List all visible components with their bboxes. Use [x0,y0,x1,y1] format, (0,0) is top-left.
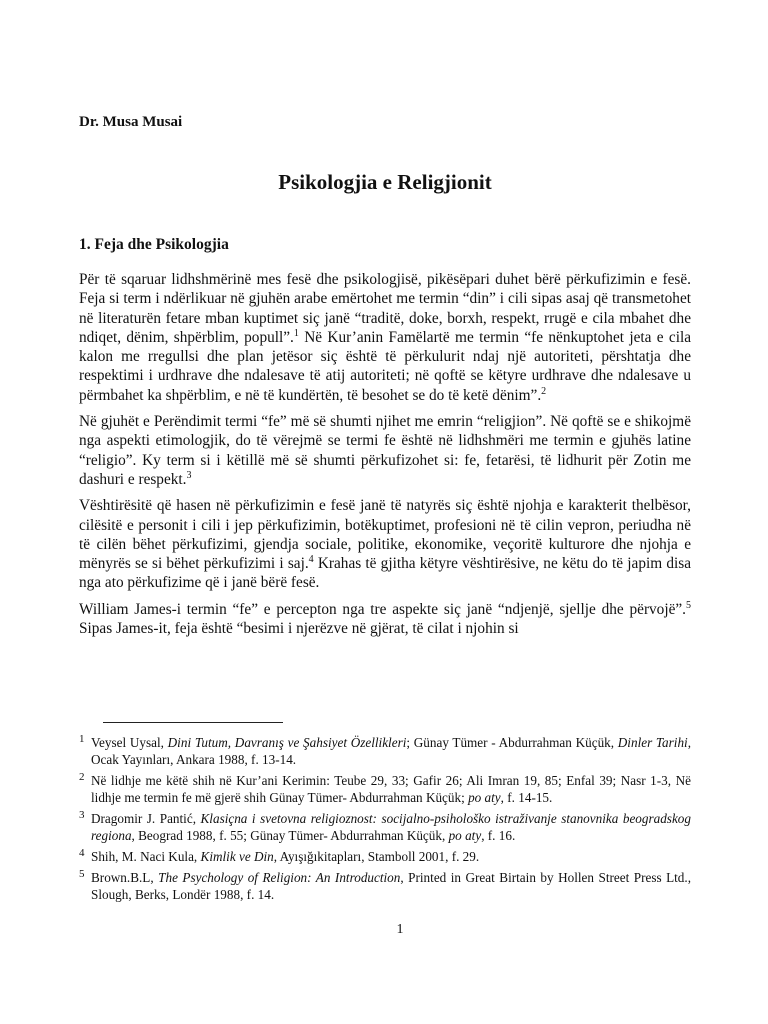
text-run: , Ocak Yayınları, Ankara 1988, f. 13-14. [91,735,691,767]
text-run: Dragomir J. Pantić, [91,811,201,826]
footnote-number: 1 [79,733,85,745]
document-title: Psikologjia e Religjionit [278,170,492,194]
paragraph [79,412,691,489]
italic-title: The Psychology of Religion: An Introduction [158,870,401,885]
italic-title: po aty [468,790,501,805]
text-run: Shih, M. Naci Kula, [91,849,201,864]
italic-title: Klasiçna i svetovna religioznost: socijalno-psihološko istraživanje stanovnika beogradskog regiona [91,811,691,843]
text-run: Në Kur’anin Famëlartë me termin “fe nënkuptohet jeta e cila kalon me rregullsi dhe plan jetësor siç është të përkulurit ndaj një autoriteti, përshtatja dhe respektimi i urdhrave dhe ndalesave të atij autoriteti; në qoftë se këtyre urdhrave dhe ndalesave u përmbahet ka shpërblim, e në të kundërtën, të besohet se do të ketë dënim”. [79,328,691,404]
text-run: , f. 16. [481,828,516,843]
footnote-ref: 1 [293,327,299,339]
section-heading: 1. Feja dhe Psikologjia [79,236,229,253]
text-run: Veysel Uysal, [91,735,168,750]
footnote-number: 4 [79,847,85,859]
text-run: Për të sqaruar lidhshmërinë mes fesë dhe psikologjisë, pikësëpari duhet bërë përkufizimin e fesë. Feja si term i ndërlikuar në gjuhën arabe emërtohet me termin “din” i cili sipas asaj që transmetohet në literaturën fetare mban kuptimet siç janë “traditë, doke, borxh, respekt, rrugë e cila mbahet dhe ndiqet, dënim, shpërblim, popull”. [79,271,691,346]
footnote-ref: 2 [541,385,547,397]
footnote-number: 5 [79,868,85,880]
text-run: Krahas të gjitha këtyre vështirësive, ne këtu do të japim disa nga ato përkufizime që i janë bërë fesë. [79,555,691,592]
paragraph [79,496,691,592]
italic-title: Kimlik ve Din [200,849,274,864]
footnote [79,734,691,768]
text-run: , f. 14-15. [500,790,553,805]
text-run: Në gjuhët e Perëndimit termi “fe” më së shumti njihet me emrin “religjion”. Në qoftë se e shikojmë nga aspekti etimologjik, do të vërejmë se termi fe është në lidhshmëri me termin e gjuhës latine “religio”. Ky term si i këtillë më së shumti përkufizohet si: fe, fetarësi, të lidhurit për Zotin me dashuri e respekt. [79,413,691,488]
text-run: Brown.B.L, [91,870,159,885]
footnote [79,848,691,865]
footnote [79,810,691,844]
text-run: William James-i termin “fe” e percepton nga tre aspekte siç janë “ndjenjë, sjellje dhe përvojë”. [79,600,686,618]
page-number: 1 [396,922,404,937]
text-run: , Beograd 1988, f. 55; Günay Tümer- Abdurrahman Küçük, [131,828,449,843]
italic-title: Dinler Tarihi [617,735,688,750]
paragraph [79,600,691,639]
footnote-ref: 4 [308,554,314,566]
text-run: Sipas James-it, feja është “besimi i njerëzve në gjërat, të cilat i njohin si [79,620,519,638]
author-name: Dr. Musa Musai [79,114,183,130]
paragraph [79,270,691,405]
footnote-number: 3 [79,809,85,821]
italic-title: Dini Tutum, Davranış ve Şahsiyet Özellikleri [167,735,407,750]
footnote [79,772,691,806]
text-run: , Printed in Great Birtain by Hollen Street Press Ltd., Slough, Berks, Londër 1988, f. 14. [91,870,691,902]
italic-title: po aty [448,828,482,843]
footnote-ref: 5 [686,599,691,611]
text-run: ; Günay Tümer - Abdurrahman Küçük, [406,735,618,750]
footnote [79,869,691,903]
footnote-separator [103,722,283,723]
footnote-ref: 3 [186,469,192,481]
footnote-number: 2 [79,771,85,783]
text-run: Në lidhje me këtë shih në Kur’ani Kerimin: Teube 29, 33; Gafir 26; Ali Imran 19, 85; Enfal 39; Nasr 1-3, Në lidhje me termin fe më gjerë shih Günay Tümer- Abdurrahman Küçük; [91,773,691,805]
footnotes [79,734,691,907]
text-run: Vështirësitë që hasen në përkufizimin e fesë janë të natyrës siç është njohja e karakterit thelbësor, cilësitë e personit i cili i jep përkufizimin, botëkuptimet, profesioni në të cilin vepron, periudha në të cilën bëhet përkufizimi, gjendja sociale, politike, ekonomike, veçoritë kulturore dhe njohja e mënyrës se si bëhet përkufizimi i saj. [79,497,691,573]
text-run: , Ayışığıkitapları, Stamboll 2001, f. 29. [273,849,480,864]
body-text [79,270,691,645]
